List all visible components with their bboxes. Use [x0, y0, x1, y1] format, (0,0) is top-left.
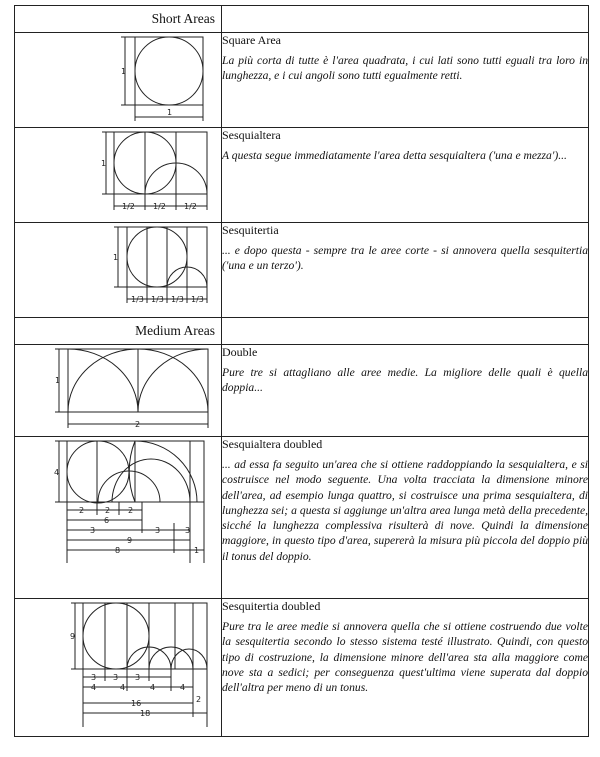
area-name: Sesquialtera — [222, 128, 281, 142]
section-row-short — [15, 6, 589, 33]
sesquialtera-doubled-diagram — [15, 437, 215, 599]
dim-label: 3 — [113, 673, 119, 682]
square-area-diagram — [15, 33, 215, 128]
dim-label: 2 — [105, 506, 111, 515]
figure-cell — [15, 33, 222, 128]
dim-label: 1 — [194, 546, 200, 555]
dim-label: 3 — [90, 526, 96, 535]
double-area-diagram — [15, 345, 215, 437]
dim-label: 2 — [79, 506, 85, 515]
dim-label: 3 — [155, 526, 161, 535]
area-description: A questa segue immediatamente l'area detta sesquialtera ('una e mezza')... — [222, 149, 567, 162]
areas-table — [14, 5, 589, 737]
dim-label: 1 — [113, 253, 119, 262]
section-blank — [222, 318, 589, 345]
area-row-sesquitertia-doubled — [15, 599, 589, 737]
dim-label: 1 — [55, 376, 61, 385]
dim-label: 2 — [135, 420, 141, 429]
dim-label: 4 — [120, 683, 126, 692]
dim-label: 4 — [150, 683, 156, 692]
dim-label: 1 — [101, 159, 107, 168]
dim-label: 3 — [185, 526, 191, 535]
dim-label: 1/3 — [151, 295, 164, 304]
dim-label: 1 — [167, 108, 173, 117]
area-description: Pure tre si attagliano alle aree medie. La migliore delle quali è quella doppia... — [222, 366, 588, 395]
text-cell — [222, 223, 589, 318]
dim-label: 2 — [128, 506, 134, 515]
dim-label: 1/2 — [184, 202, 197, 211]
area-description: ... ad essa fa seguito un'area che si ottiene raddoppiando la sesquialtera, e si costruisce nel modo seguente. Una volta tracciata la dimensione minore dell'area, ad esempio lunga quattro, si costruisce una prima sesquialtera, di lunghezza sei; a questa si aggiunge un'altra area lunga metà della precedente, sicché la lunghezza complessiva risulterà di nove. Quindi la dimensione maggiore, in questo tipo d'area, supererà la misura più piccola del doppio più il tonus del doppio. — [222, 458, 588, 563]
sesquitertia-doubled-diagram — [15, 599, 215, 737]
sesquitertia-diagram — [15, 223, 215, 318]
text-cell — [222, 33, 589, 128]
area-row-sesquitertia — [15, 223, 589, 318]
area-name: Sesquialtera doubled — [222, 437, 323, 451]
dim-label: 2 — [196, 695, 202, 704]
area-description: ... e dopo questa - sempre tra le aree corte - si annovera quella sesquitertia ('una e un terzo'). — [222, 244, 588, 273]
dim-label: 9 — [127, 536, 133, 545]
dim-label: 4 — [180, 683, 186, 692]
section-row-medium — [15, 318, 589, 345]
area-name: Sesquitertia doubled — [222, 599, 321, 613]
section-blank — [222, 6, 589, 33]
dim-label: 9 — [70, 632, 76, 641]
area-name: Sesquitertia — [222, 223, 279, 237]
dim-label: 16 — [131, 699, 142, 708]
figure-cell — [15, 437, 222, 599]
figure-cell — [15, 223, 222, 318]
text-cell — [222, 599, 589, 737]
dim-label: 4 — [54, 468, 60, 477]
text-cell — [222, 345, 589, 437]
figure-cell — [15, 128, 222, 223]
area-row-sesquialtera — [15, 128, 589, 223]
area-description: La più corta di tutte è l'area quadrata, i cui lati sono tutti eguali tra loro in lunghezza, e i cui angoli sono tutti egualmente retti. — [222, 54, 588, 83]
sesquialtera-diagram — [15, 128, 215, 223]
dim-label: 3 — [135, 673, 141, 682]
section-title-short: Short Areas — [15, 6, 222, 33]
area-row-square — [15, 33, 589, 128]
dim-label: 1/2 — [153, 202, 166, 211]
dim-label: 1/3 — [171, 295, 184, 304]
text-cell — [222, 437, 589, 599]
section-title-medium: Medium Areas — [15, 318, 222, 345]
area-description: Pure tra le aree medie si annovera quella che si ottiene costruendo due volte la sesquitertia secondo lo stesso sistema testé illustrato. Quindi, con questo tipo di costruzione, la dimensione minore dell'area sta alla maggiore come nove sta a sedici; per conseguenza quest'ultima viene superata dal doppio dell'altra per meno di un tonus. — [222, 620, 588, 695]
dim-label: 6 — [104, 516, 110, 525]
dim-label: 1/2 — [122, 202, 135, 211]
text-cell — [222, 128, 589, 223]
area-name: Double — [222, 345, 258, 359]
dim-label: 3 — [91, 673, 97, 682]
area-name: Square Area — [222, 33, 281, 47]
area-row-double — [15, 345, 589, 437]
dim-label: 1/3 — [131, 295, 144, 304]
figure-cell — [15, 599, 222, 737]
figure-cell — [15, 345, 222, 437]
area-row-sesquialtera-doubled — [15, 437, 589, 599]
dim-label: 8 — [115, 546, 121, 555]
dim-label: 18 — [140, 709, 151, 718]
dim-label: 4 — [91, 683, 97, 692]
dim-label: 1 — [121, 67, 127, 76]
dim-label: 1/3 — [191, 295, 204, 304]
